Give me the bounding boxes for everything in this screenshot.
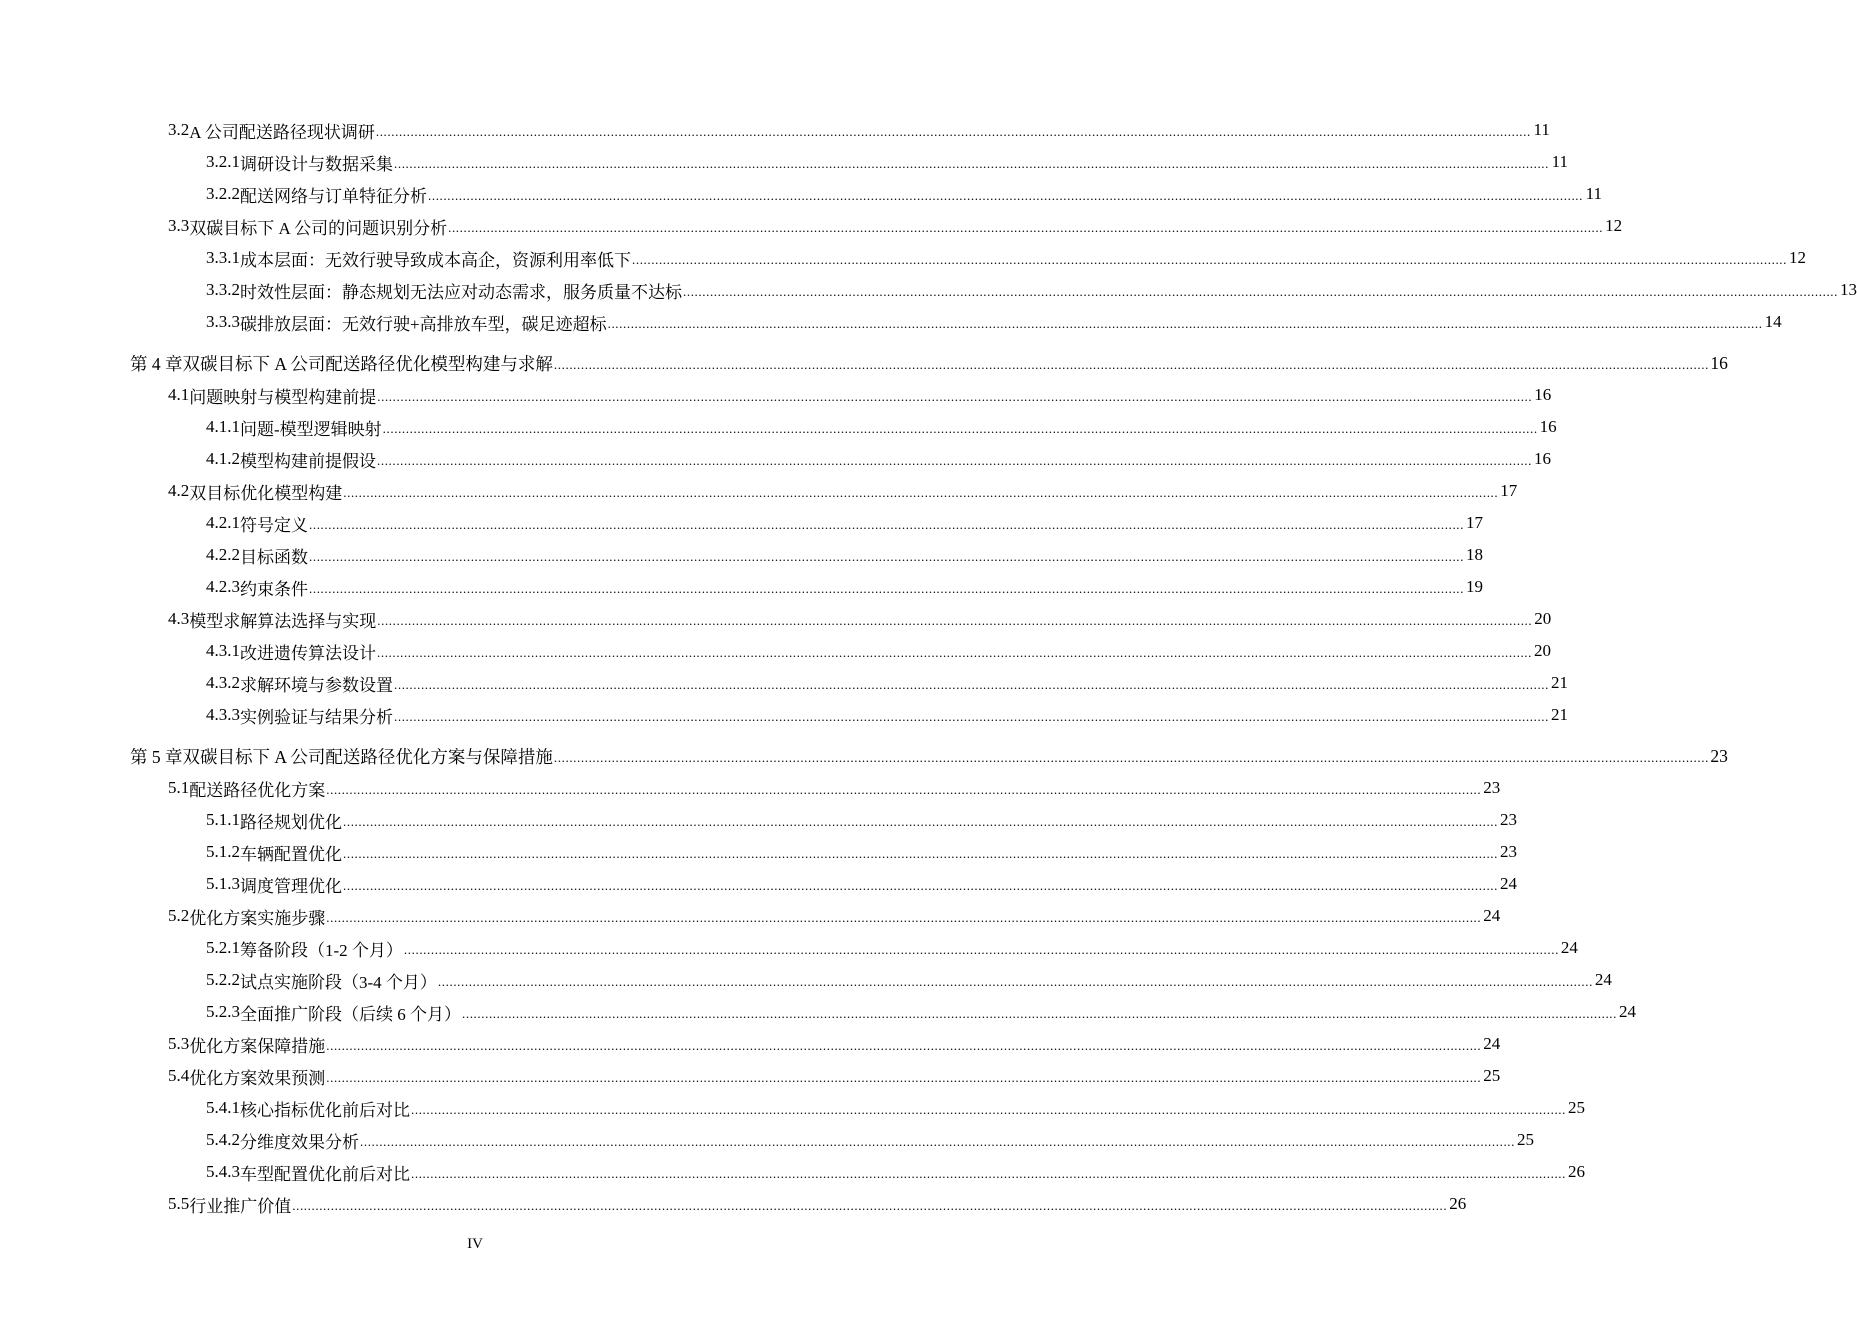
toc-entry-title: 问题映射与模型构建前提 [189, 387, 377, 407]
toc-entry-page: 17 [1500, 481, 1518, 500]
toc-entry-number: 5.1 [168, 778, 190, 797]
dot-leader: ............................................................................................................................................................................................................................................................................................................ [553, 357, 1709, 372]
toc-entry-title: 行业推广价值 [189, 1196, 292, 1216]
dot-leader: ............................................................................................................................................................................................................................................................................................................ [343, 485, 1499, 500]
toc-entry[interactable] [0, 1156, 1585, 1188]
dot-leader: ............................................................................................................................................................................................................................................................................................................ [326, 1070, 1482, 1085]
toc-entry-number: 5.2.3 [206, 1002, 240, 1021]
toc-entry-page: 25 [1517, 1130, 1534, 1149]
toc-entry-page: 11 [1585, 184, 1602, 203]
dot-leader: ............................................................................................................................................................................................................................................................................................................ [377, 645, 1532, 660]
dot-leader: ............................................................................................................................................................................................................................................................................................................ [437, 974, 1593, 989]
toc-entry-title: 配送路径优化方案 [189, 780, 326, 800]
toc-entry[interactable] [0, 868, 1517, 900]
toc-entry[interactable] [0, 932, 1578, 964]
toc-entry-number: 5.4.2 [206, 1130, 240, 1149]
toc-entry-number: 4.2.3 [206, 577, 240, 596]
toc-entry-number: 3.3.1 [206, 248, 240, 267]
toc-entry[interactable] [0, 306, 1782, 338]
toc-entry-number: 5.2.2 [206, 970, 240, 989]
toc-entry-page: 23 [1710, 745, 1728, 766]
toc-entry-page: 20 [1534, 641, 1551, 660]
dot-leader: ............................................................................................................................................................................................................................................................................................................ [343, 846, 1498, 861]
toc-entry-page: 24 [1483, 1034, 1501, 1053]
toc-entry-title: 路径规划优化 [240, 812, 342, 832]
toc-entry-page: 24 [1594, 970, 1612, 989]
toc-entry[interactable] [0, 539, 1483, 571]
toc-entry-title: 改进遗传算法设计 [240, 643, 376, 663]
toc-entry-page: 16 [1534, 449, 1551, 468]
dot-leader: ............................................................................................................................................................................................................................................................................................................ [377, 453, 1532, 468]
toc-entry[interactable] [0, 1060, 1501, 1092]
dot-leader: ............................................................................................................................................................................................................................................................................................................ [553, 750, 1709, 765]
dot-leader: ............................................................................................................................................................................................................................................................................................................ [632, 252, 1787, 267]
toc-entry-number: 5.1.3 [206, 874, 240, 893]
toc-entry[interactable] [0, 210, 1623, 242]
toc-entry[interactable] [0, 667, 1568, 699]
toc-entry-page: 11 [1533, 120, 1550, 139]
dot-leader: ............................................................................................................................................................................................................................................................................................................ [343, 814, 1498, 829]
toc-entry-number: 5.1.2 [206, 842, 240, 861]
dot-leader: ............................................................................................................................................................................................................................................................................................................ [309, 581, 1464, 596]
toc-entry-page: 13 [1840, 280, 1857, 299]
toc-entry-title: 碳排放层面：无效行驶+高排放车型，碳足迹超标 [240, 314, 607, 334]
toc-entry-title: 双目标优化模型构建 [189, 483, 343, 503]
dot-leader: ............................................................................................................................................................................................................................................................................................................ [343, 878, 1498, 893]
toc-entry-title: 双碳目标下 A 公司的问题识别分析 [189, 218, 448, 238]
toc-entry-page: 21 [1551, 673, 1568, 692]
toc-entry-title: 优化方案效果预测 [189, 1068, 326, 1088]
toc-entry-title: 目标函数 [240, 547, 308, 567]
toc-entry-number: 4.3.1 [206, 641, 240, 660]
toc-entry-page: 26 [1568, 1162, 1585, 1181]
toc-entry-page: 16 [1534, 385, 1552, 404]
toc-entry-page: 24 [1500, 874, 1517, 893]
toc-entry-title: 符号定义 [240, 515, 308, 535]
dot-leader: ............................................................................................................................................................................................................................................................................................................ [394, 677, 1549, 692]
toc-entry-title: 调度管理优化 [240, 876, 342, 896]
toc-entry[interactable] [0, 443, 1551, 475]
toc-entry-title: 筹备阶段（1-2 个月） [240, 940, 403, 960]
toc-entry-title: 模型求解算法选择与实现 [189, 611, 377, 631]
toc-chapter-entry[interactable] [0, 740, 1728, 772]
toc-entry-title: 核心指标优化前后对比 [240, 1100, 410, 1120]
toc-entry[interactable] [0, 900, 1501, 932]
dot-leader: ............................................................................................................................................................................................................................................................................................................ [377, 389, 1533, 404]
toc-entry-title: 调研设计与数据采集 [240, 154, 393, 174]
toc-entry[interactable] [0, 603, 1552, 635]
toc-entry[interactable] [0, 146, 1568, 178]
toc-entry-number: 3.2 [168, 120, 190, 139]
toc-entry[interactable] [0, 114, 1550, 146]
toc-entry-title: 模型构建前提假设 [240, 451, 376, 471]
dot-leader: ............................................................................................................................................................................................................................................................................................................ [403, 942, 1559, 957]
toc-entry-page: 24 [1483, 906, 1501, 925]
dot-leader: ............................................................................................................................................................................................................................................................................................................ [326, 910, 1482, 925]
toc-entry-number: 4.1.2 [206, 449, 240, 468]
toc-entry-page: 12 [1605, 216, 1623, 235]
toc-entry[interactable] [0, 699, 1568, 731]
toc-entry[interactable] [0, 411, 1557, 443]
toc-entry-number: 5.1.1 [206, 810, 240, 829]
toc-entry-title: 车辆配置优化 [240, 844, 342, 864]
toc-entry-title: 双碳目标下 A 公司配送路径优化模型构建与求解 [182, 353, 553, 374]
dot-leader: ............................................................................................................................................................................................................................................................................................................ [309, 549, 1464, 564]
toc-entry-number: 5.4.3 [206, 1162, 240, 1181]
dot-leader: ............................................................................................................................................................................................................................................................................................................ [462, 1006, 1617, 1021]
toc-entry-title: 试点实施阶段（3-4 个月） [240, 972, 437, 992]
toc-entry-page: 24 [1619, 1002, 1636, 1021]
toc-entry[interactable] [0, 836, 1517, 868]
dot-leader: ............................................................................................................................................................................................................................................................................................................ [377, 613, 1533, 628]
toc-entry[interactable] [0, 1092, 1585, 1124]
dot-leader: ............................................................................................................................................................................................................................................................................................................ [292, 1198, 1448, 1213]
toc-entry-page: 16 [1710, 352, 1728, 373]
toc-entry-number: 4.2.2 [206, 545, 240, 564]
table-of-contents [0, 114, 1857, 1220]
toc-entry-page: 23 [1483, 778, 1501, 797]
toc-entry-number: 5.3 [168, 1034, 190, 1053]
toc-entry-title: A 公司配送路径现状调研 [189, 122, 375, 142]
page-number: IV [467, 1236, 483, 1252]
toc-entry-title: 分维度效果分析 [240, 1132, 359, 1152]
dot-leader: ............................................................................................................................................................................................................................................................................................................ [326, 1038, 1482, 1053]
toc-entry[interactable] [0, 1188, 1467, 1220]
toc-entry-title: 配送网络与订单特征分析 [240, 186, 427, 206]
toc-entry-title: 时效性层面：静态规划无法应对动态需求，服务质量不达标 [240, 282, 682, 302]
toc-entry[interactable] [0, 242, 1806, 274]
toc-entry-title: 双碳目标下 A 公司配送路径优化方案与保障措施 [182, 746, 553, 767]
dot-leader: ............................................................................................................................................................................................................................................................................................................ [411, 1102, 1566, 1117]
toc-entry-page: 12 [1789, 248, 1806, 267]
toc-entry[interactable] [0, 379, 1552, 411]
toc-entry-page: 16 [1539, 417, 1557, 436]
toc-entry-page: 26 [1449, 1194, 1467, 1213]
toc-entry-number: 5.4.1 [206, 1098, 240, 1117]
toc-entry[interactable] [0, 964, 1612, 996]
toc-entry-page: 21 [1551, 705, 1568, 724]
toc-entry-title: 求解环境与参数设置 [240, 675, 393, 695]
toc-entry-number: 3.3 [168, 216, 190, 235]
toc-entry-number: 4.3.3 [206, 705, 240, 724]
dot-leader: ............................................................................................................................................................................................................................................................................................................ [428, 188, 1583, 203]
toc-entry-title: 成本层面：无效行驶导致成本高企，资源利用率低下 [240, 250, 631, 270]
toc-entry-page: 23 [1500, 810, 1517, 829]
toc-entry-page: 20 [1534, 609, 1552, 628]
toc-entry-number: 4.2 [168, 481, 190, 500]
dot-leader: ............................................................................................................................................................................................................................................................................................................ [683, 284, 1838, 299]
toc-entry-number: 4.1 [168, 385, 190, 404]
dot-leader: ............................................................................................................................................................................................................................................................................................................ [309, 517, 1464, 532]
dot-leader: ............................................................................................................................................................................................................................................................................................................ [448, 220, 1604, 235]
dot-leader: ............................................................................................................................................................................................................................................................................................................ [607, 316, 1763, 331]
toc-entry-title: 全面推广阶段（后续 6 个月） [240, 1004, 461, 1024]
toc-entry-number: 第 4 章 [130, 353, 183, 374]
toc-entry-page: 19 [1466, 577, 1483, 596]
dot-leader: ............................................................................................................................................................................................................................................................................................................ [394, 709, 1549, 724]
toc-entry-title: 实例验证与结果分析 [240, 707, 393, 727]
toc-entry-number: 4.3.2 [206, 673, 240, 692]
toc-entry-page: 24 [1560, 938, 1578, 957]
toc-entry-title: 车型配置优化前后对比 [240, 1164, 410, 1184]
toc-entry[interactable] [0, 1124, 1534, 1156]
toc-entry-number: 5.2 [168, 906, 190, 925]
toc-entry[interactable] [0, 178, 1602, 210]
toc-entry-number: 3.2.2 [206, 184, 240, 203]
toc-entry-page: 25 [1483, 1066, 1501, 1085]
toc-entry-page: 17 [1466, 513, 1483, 532]
toc-entry-page: 23 [1500, 842, 1517, 861]
toc-entry[interactable] [0, 804, 1517, 836]
toc-entry-page: 18 [1466, 545, 1483, 564]
toc-entry-number: 3.3.3 [206, 312, 240, 331]
toc-entry-number: 3.3.2 [206, 280, 240, 299]
toc-entry-title: 优化方案实施步骤 [189, 908, 326, 928]
toc-entry[interactable] [0, 475, 1518, 507]
toc-entry-number: 3.2.1 [206, 152, 240, 171]
toc-entry[interactable] [0, 571, 1483, 603]
dot-leader: ............................................................................................................................................................................................................................................................................................................ [326, 782, 1482, 797]
dot-leader: ............................................................................................................................................................................................................................................................................................................ [360, 1134, 1515, 1149]
toc-entry-number: 5.5 [168, 1194, 190, 1213]
dot-leader: ............................................................................................................................................................................................................................................................................................................ [375, 124, 1531, 139]
toc-entry-number: 5.2.1 [206, 938, 240, 957]
toc-entry-number: 4.1.1 [206, 417, 240, 436]
dot-leader: ............................................................................................................................................................................................................................................................................................................ [382, 421, 1538, 436]
dot-leader: ............................................................................................................................................................................................................................................................................................................ [411, 1166, 1566, 1181]
toc-entry-title: 约束条件 [240, 579, 308, 599]
toc-entry-number: 5.4 [168, 1066, 190, 1085]
toc-entry-number: 第 5 章 [130, 746, 183, 767]
toc-entry[interactable] [0, 996, 1636, 1028]
toc-entry-page: 25 [1568, 1098, 1585, 1117]
toc-chapter-entry[interactable] [0, 347, 1728, 379]
toc-entry[interactable] [0, 1028, 1501, 1060]
toc-entry[interactable] [0, 772, 1501, 804]
toc-entry[interactable] [0, 507, 1483, 539]
toc-entry-number: 4.3 [168, 609, 190, 628]
dot-leader: ............................................................................................................................................................................................................................................................................................................ [394, 156, 1549, 171]
toc-entry-title: 问题-模型逻辑映射 [240, 419, 382, 439]
toc-entry[interactable] [0, 635, 1551, 667]
toc-entry-number: 4.2.1 [206, 513, 240, 532]
toc-entry-page: 11 [1551, 152, 1568, 171]
toc-entry-title: 优化方案保障措施 [189, 1036, 326, 1056]
toc-entry[interactable] [0, 274, 1857, 306]
toc-entry-page: 14 [1764, 312, 1782, 331]
